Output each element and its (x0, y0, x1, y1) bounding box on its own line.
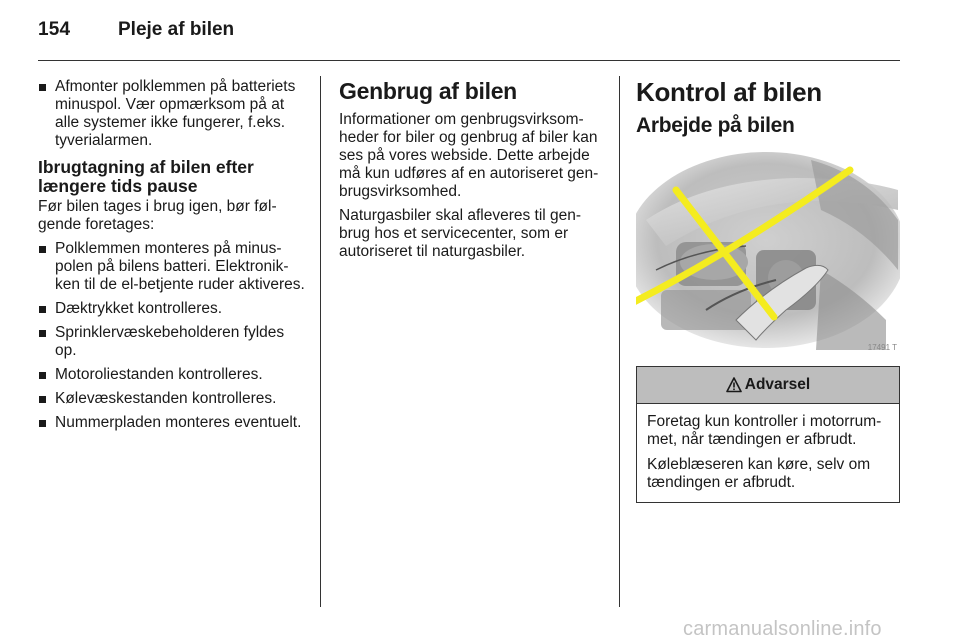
column-right (636, 78, 900, 503)
warning-paragraph-2: Køleblæseren kan køre, selv om tændingen er afbrudt. (647, 456, 871, 491)
page-header (0, 0, 960, 62)
list-item: Polklemmen monteres på minuspolen på bilens batteri. Elektronikken til de el-betjente ruder aktiveres. (38, 240, 306, 294)
checklist-bullet-list (38, 240, 306, 432)
list-item: Kølevæskestanden kontrolleres. (38, 390, 306, 408)
recycling-heading: Genbrug af bilen (339, 78, 517, 104)
list-item: Nummerpladen monteres eventuelt. (38, 414, 306, 432)
column-divider-2 (619, 76, 620, 607)
warning-paragraph-1: Foretag kun kontroller i motorrummet, når tændingen er afbrudt. (647, 413, 882, 448)
recycling-paragraph-1: Informationer om genbrugsvirksomheder for biler og genbrug af biler kan ses på vores webside. Dette arbejde må kun udføres af en autoriseret genbrugsvirksomhed. (339, 111, 599, 200)
watermark-text: carmanualsonline.info (683, 618, 882, 640)
page-title: Pleje af bilen (118, 19, 235, 40)
recycling-paragraph-2: Naturgasbiler skal afleveres til genbrug hos et servicecenter, som er autoriseret til naturgasbiler. (339, 207, 582, 260)
list-item: Dæktrykket kontrolleres. (38, 300, 306, 318)
column-middle (339, 78, 605, 267)
section-heading: Ibrugtagning af bilen efter længere tids pause (38, 157, 254, 196)
engine-bay-illustration (636, 150, 900, 354)
section-intro: Før bilen tages i brug igen, bør følgende foretages: (38, 198, 277, 233)
work-on-car-subheading: Arbejde på bilen (636, 114, 795, 137)
figure-label: 17491 T (867, 343, 897, 352)
column-left (38, 78, 306, 438)
page-number: 154 (38, 19, 71, 40)
list-item: Motoroliestanden kontrolleres. (38, 366, 306, 384)
header-rule (38, 60, 900, 61)
list-item: Sprinklervæskebeholderen fyldes op. (38, 324, 306, 360)
list-item: Afmonter polklemmen på batteriets minuspol. Vær opmærksom på at alle systemer ikke fungerer, f.eks. tyverialarmen. (38, 78, 306, 150)
column-divider-1 (320, 76, 321, 607)
warning-title: Advarsel (744, 376, 811, 393)
intro-bullet-list (38, 78, 306, 150)
inspection-heading: Kontrol af bilen (636, 77, 822, 107)
warning-header (637, 367, 899, 404)
engine-bay-drawing (636, 150, 900, 354)
warning-box (636, 366, 900, 503)
warning-body (637, 404, 899, 502)
warning-triangle-icon (726, 377, 742, 393)
